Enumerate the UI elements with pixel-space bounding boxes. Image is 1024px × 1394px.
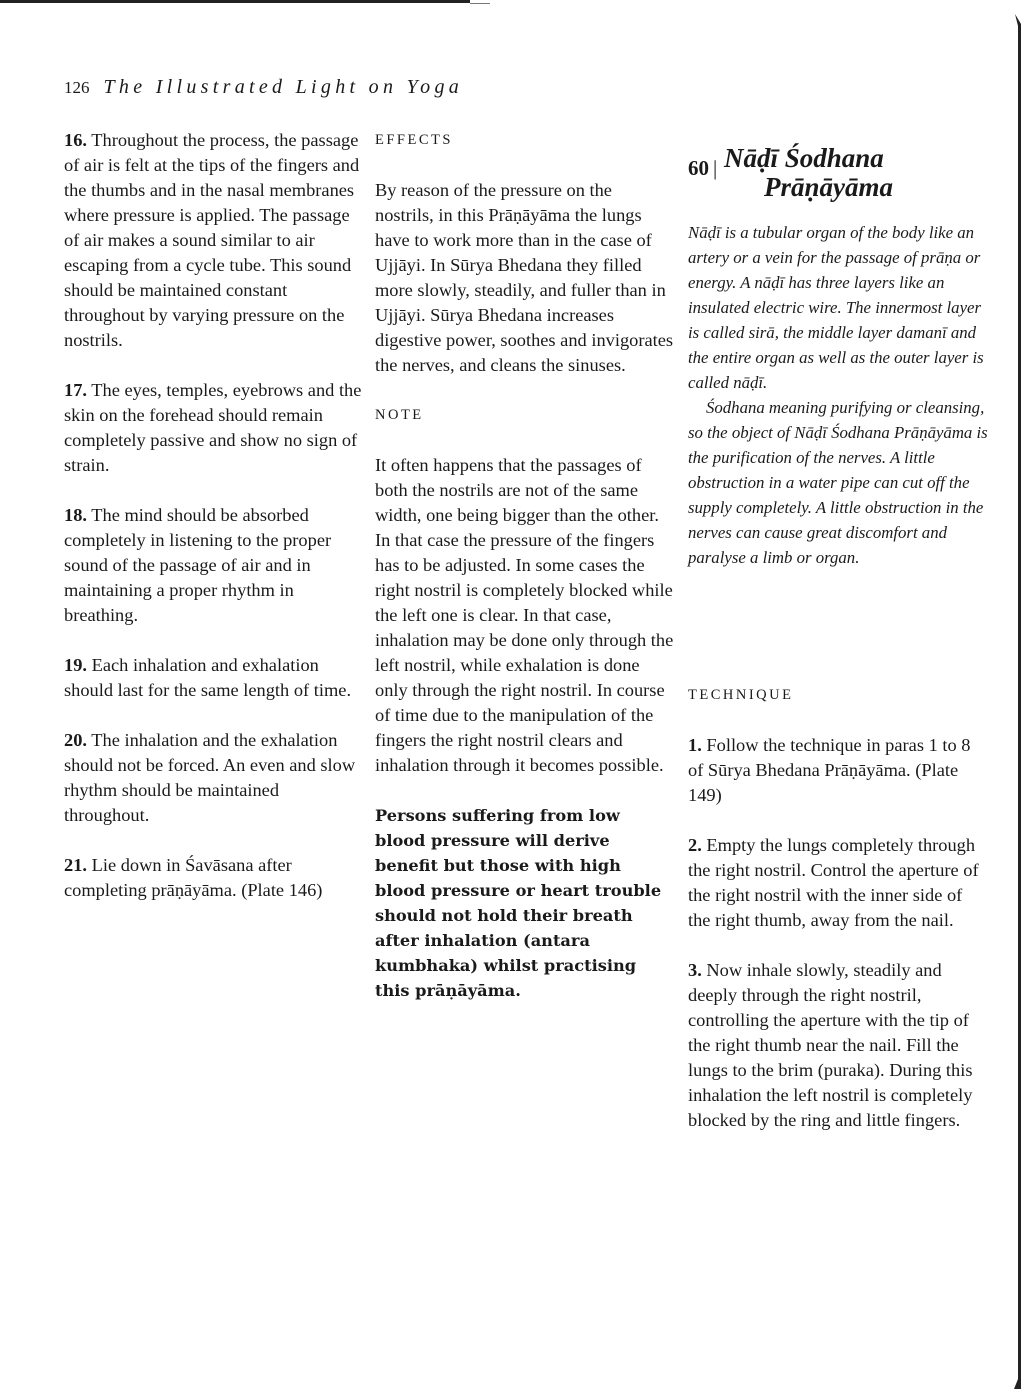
paragraph-17: 17. The eyes, temples, eyebrows and the skin on the forehead should remain completely passive and show no sign of strain.	[64, 380, 362, 475]
book-title: The Illustrated Light on Yoga	[103, 76, 464, 98]
paragraph-20: 20. The inhalation and the exhalation should not be forced. An even and slow rhythm should be maintained throughout.	[64, 730, 356, 825]
technique-section	[688, 683, 988, 1158]
intro-paragraph-1: Nāḍī is a tubular organ of the body like an artery or a vein for the passage of prāṇa or energy. A nāḍī has three layers like an insulated electric wire. The innermost layer is called sirā, the middle layer damanī and the entire organ as well as the outer layer is called nāḍī.	[688, 223, 984, 392]
effects-heading: EFFECTS	[375, 132, 453, 148]
technique-step-3: 3. Now inhale slowly, steadily and deeply through the right nostril, controlling the aperture with the tip of the right thumb near the nail. Fill the lungs to the brim (puraka). During this inhalation the left nostril is completely blocked by the ring and little fingers.	[688, 960, 973, 1130]
warning-text: Persons suffering from low blood pressure will derive benefit but those with high blood pressure or heart trouble should not hold their breath after inhalation (antara kumbhaka) whilst practising this prāṇāyāma.	[375, 806, 662, 1000]
paragraph-18: 18. The mind should be absorbed completely in listening to the proper sound of the passage of air and in maintaining a proper rhythm in breathing.	[64, 505, 332, 625]
page-number: 126	[64, 78, 90, 97]
top-rule	[0, 0, 470, 3]
paragraph-19: 19. Each inhalation and exhalation should last for the same length of time.	[64, 655, 352, 700]
chapter-intro	[688, 220, 988, 570]
chapter-number: 60	[688, 156, 709, 180]
paragraph-21: 21. Lie down in Śavāsana after completing prāṇāyāma. (Plate 146)	[64, 855, 323, 900]
intro-paragraph-2: Śodhana meaning purifying or cleansing, so the object of Nāḍī Śodhana Prāṇāyāma is the purification of the nerves. A little obstruction in a water pipe can cut off the supply completely. A little obstruction in the nerves can cause great discomfort and paralyse a limb or organ.	[688, 398, 988, 567]
chapter-divider: |	[713, 156, 718, 180]
column-left	[64, 128, 364, 928]
effects-text: By reason of the pressure on the nostrils, in this Prāṇāyāma the lungs have to work more than in the case of Ujjāyi. In Sūrya Bhedana they filled more slowly, steadily, and fuller than in Ujjāyi. Sūrya Bhedana increases digestive power, soothes and invigorates the nerves, and cleans the sinuses.	[375, 180, 674, 375]
technique-step-1: 1. Follow the technique in paras 1 to 8 of Sūrya Bhedana Prāṇāyāma. (Plate 149)	[688, 735, 971, 805]
technique-step-2: 2. Empty the lungs completely through the right nostril. Control the aperture of the right nostril with the inner side of the right thumb, away from the nail.	[688, 835, 979, 930]
chapter-title: Nāḍī Śodhana Prāṇāyāma	[724, 143, 894, 202]
paragraph-16: 16. Throughout the process, the passage of air is felt at the tips of the fingers and the thumbs and in the nasal membranes where pressure is applied. The passage of air makes a sound similar to air escaping from a cycle tube. This sound should be maintained constant throughout by varying pressure on the nostrils.	[64, 130, 360, 350]
column-middle	[375, 128, 675, 1003]
top-rule-tail	[470, 3, 490, 4]
note-text: It often happens that the passages of both the nostrils are not of the same width, one being bigger than the other. In that case the pressure of the fingers has to be adjusted. In some cases the right nostril is completely blocked while the left one is clear. In that case, inhalation may be done only through the left nostril, while exhalation is done only through the right nostril. In course of time due to the manipulation of the fingers the right nostril clears and inhalation through it becomes possible.	[375, 455, 674, 775]
note-heading: NOTE	[375, 407, 424, 423]
page-edge-shadow	[1014, 14, 1022, 1389]
running-header	[64, 76, 463, 99]
technique-heading: TECHNIQUE	[688, 687, 794, 703]
